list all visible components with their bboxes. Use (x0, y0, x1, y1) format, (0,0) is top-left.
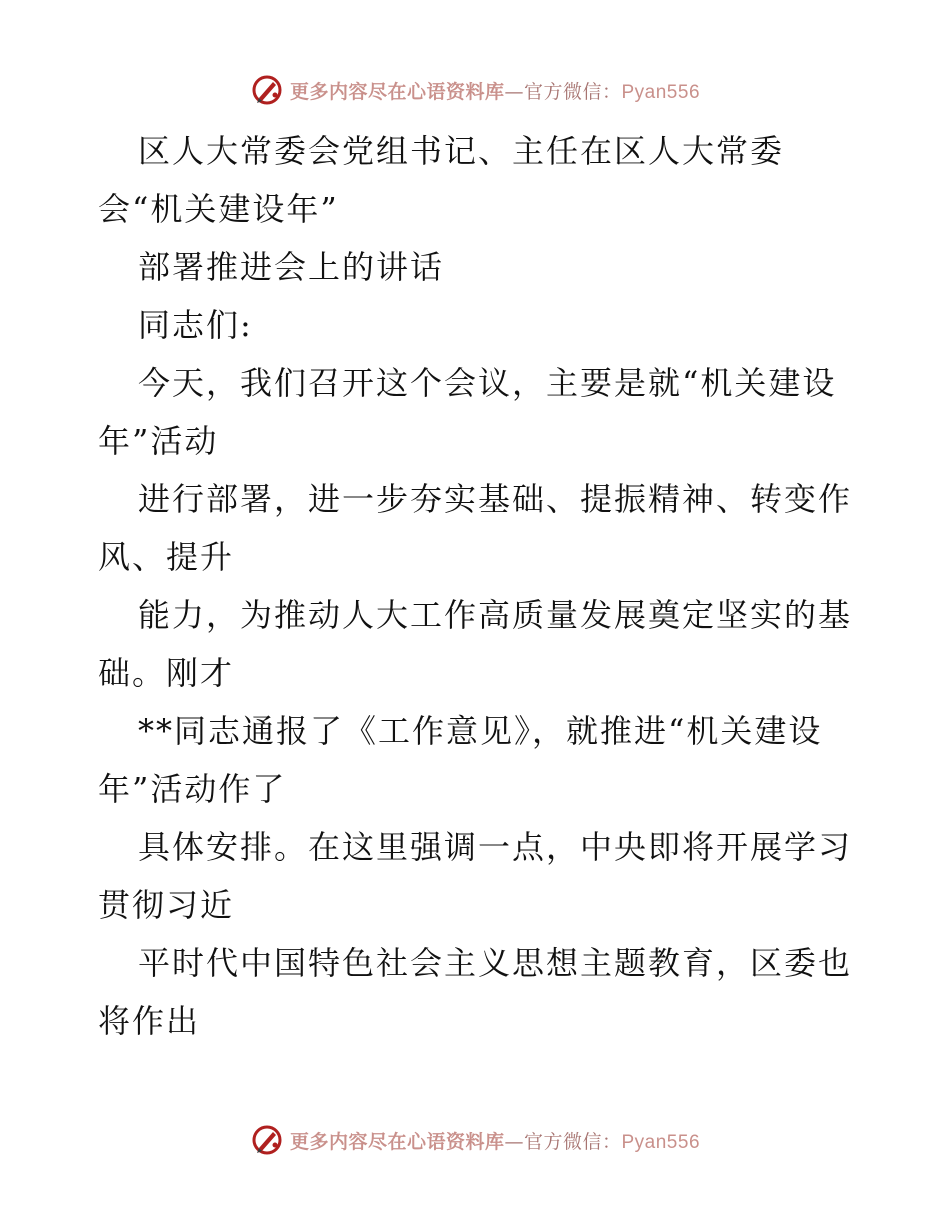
doc-line: 同志们: (138, 306, 253, 344)
doc-line: 进行部署，进一步夯实基础、提振精神、转变作 (138, 480, 853, 518)
footer-banner-mid: —官方微信： (504, 1130, 622, 1153)
doc-line: 础。刚才 (98, 654, 235, 692)
header-banner-main: 更多内容尽在心语资料库 (289, 80, 505, 103)
header-banner-mid: —官方微信： (504, 80, 622, 103)
doc-line: 将作出 (98, 1002, 201, 1040)
header-banner (0, 70, 950, 110)
doc-line: 贯彻习近 (98, 886, 235, 924)
pen-logo-icon (250, 1123, 284, 1157)
doc-line: 具体安排。在这里强调一点，中央即将开展学习 (138, 828, 853, 866)
doc-line: 部署推进会上的讲话 (138, 248, 445, 286)
doc-line: 平时代中国特色社会主义思想主题教育，区委也 (138, 944, 853, 982)
doc-line: 年”活动作了 (98, 770, 287, 808)
doc-line: 今天，我们召开这个会议，主要是就“机关建设 (138, 364, 837, 402)
doc-line: 年”活动 (98, 422, 219, 460)
pen-logo-icon (250, 73, 284, 107)
header-banner-id: Pyan556 (621, 81, 701, 103)
doc-line: 会“机关建设年” (98, 190, 339, 228)
footer-banner-id: Pyan556 (621, 1131, 701, 1153)
doc-line: 能力，为推动人大工作高质量发展奠定坚实的基 (138, 596, 853, 634)
footer-banner (0, 1120, 950, 1160)
footer-banner-text (290, 1127, 700, 1154)
doc-line: 区人大常委会党组书记、主任在区人大常委 (138, 132, 785, 170)
doc-line: **同志通报了《工作意见》，就推进“机关建设 (138, 712, 823, 750)
document-body (98, 122, 858, 1050)
doc-line: 风、提升 (98, 538, 235, 576)
header-banner-text (290, 77, 700, 104)
footer-banner-main: 更多内容尽在心语资料库 (289, 1130, 505, 1153)
